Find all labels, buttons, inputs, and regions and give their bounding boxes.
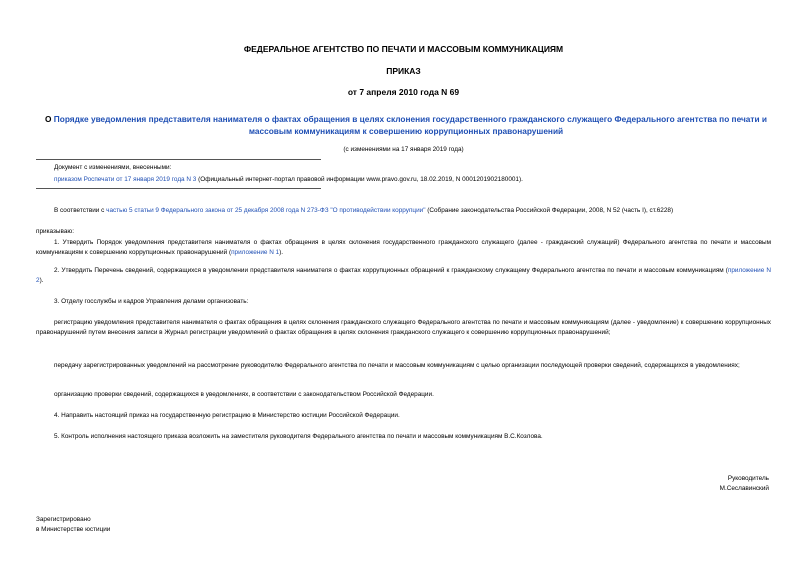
changes-box-label: Документ с изменениями, внесенными: [54,164,172,171]
appendix-1-link[interactable]: приложение N 1 [231,248,280,256]
preamble-paragraph [36,206,771,216]
title-prefix: О [45,114,54,124]
title-link[interactable]: Порядке уведомления представителя нанимателя о фактах обращения в целях склонения государственного гражданского служащего Федерального агентства по печати и массовым коммуникациям к совершению коррупционных правонарушений [53,114,767,136]
item-5: 5. Контроль исполнения настоящего приказа возложить на заместителя руководителя Федерального агентства по печати и массовым коммуникациям В.С.Козлова. [54,433,543,440]
registration-line-1: Зарегистрировано [36,516,91,523]
item-2 [36,266,771,286]
doc-type-heading: ПРИКАЗ [386,66,421,76]
changes-box-bottom-rule [36,188,321,189]
item-3b: передачу зарегистрированных уведомлений на рассмотрение руководителю Федерального агентства по печати и массовым коммуникациям с целью организации последующей проверки сведений, содержащихся в уведомлениях; [54,362,740,369]
item-2-end: ). [39,276,44,284]
signature-name: М.Сеславинский [719,485,769,492]
preamble-prefix: В соответствии с [54,207,107,214]
item-1 [36,238,771,258]
item-1-end: ). [279,248,284,256]
preamble-suffix: (Собрание законодательства Российской Федерации, 2008, N 52 (часть I), ст.6228) [425,207,674,214]
item-3a: регистрацию уведомления представителя нанимателя о фактах обращения в целях склонения гражданского служащего Федерального агентства по печати и массовым коммуникациям (далее - уведомление) к совершению коррупционных правонарушений путем внесения записи в Журнал регистрации уведомлений о фактах обращения в целях склонения гражданского служащего к совершению коррупционных правонарушений; [36,319,771,336]
item-1-text: 1. Утвердить Порядок уведомления представителя нанимателя о фактах обращения в целях склонения государственного гражданского служащего (далее - гражданский служащий) Федерального агентства по печати и массовым коммуникациям к совершению коррупционных правонарушений ( [36,239,771,256]
changes-source: (Официальный интернет-портал правовой информации www.pravo.gov.ru, 18.02.2019, N 0001201902180001). [196,176,523,183]
changes-link[interactable]: приказом Роспечати от 17 января 2019 года N 3 [54,176,197,183]
amendment-note: (с изменениями на 17 января 2019 года) [343,146,464,153]
item-2-text: 2. Утвердить Перечень сведений, содержащихся в уведомлении представителя нанимателя о фактах коррупционных обращений к гражданскому служащему Федерального агентства по печати и массовым коммуникациям ( [54,267,728,274]
preamble-law-link[interactable]: частью 5 статьи 9 Федерального закона от 25 декабря 2008 года N 273-ФЗ "О противодействии коррупции" [106,207,426,214]
item-4: 4. Направить настоящий приказ на государственную регистрацию в Министерство юстиции Российской Федерации. [54,412,400,419]
registration-line-2: в Министерстве юстиции [36,526,111,533]
document-title [36,114,776,137]
item-3: 3. Отделу госслужбы и кадров Управления делами организовать: [54,298,249,305]
appendix-2-link[interactable]: приложение N 2 [36,267,771,284]
order-word: приказываю: [36,228,74,235]
signature-role: Руководитель [727,475,769,482]
changes-box-top-rule [36,159,321,160]
agency-heading: ФЕДЕРАЛЬНОЕ АГЕНТСТВО ПО ПЕЧАТИ И МАССОВЫМ КОММУНИКАЦИЯМ [243,44,564,54]
date-number-heading: от 7 апреля 2010 года N 69 [347,87,460,97]
item-3c: организацию проверки сведений, содержащихся в уведомлениях, в соответствии с законодательством Российской Федерации. [54,391,434,398]
changes-box-entry [54,175,523,185]
